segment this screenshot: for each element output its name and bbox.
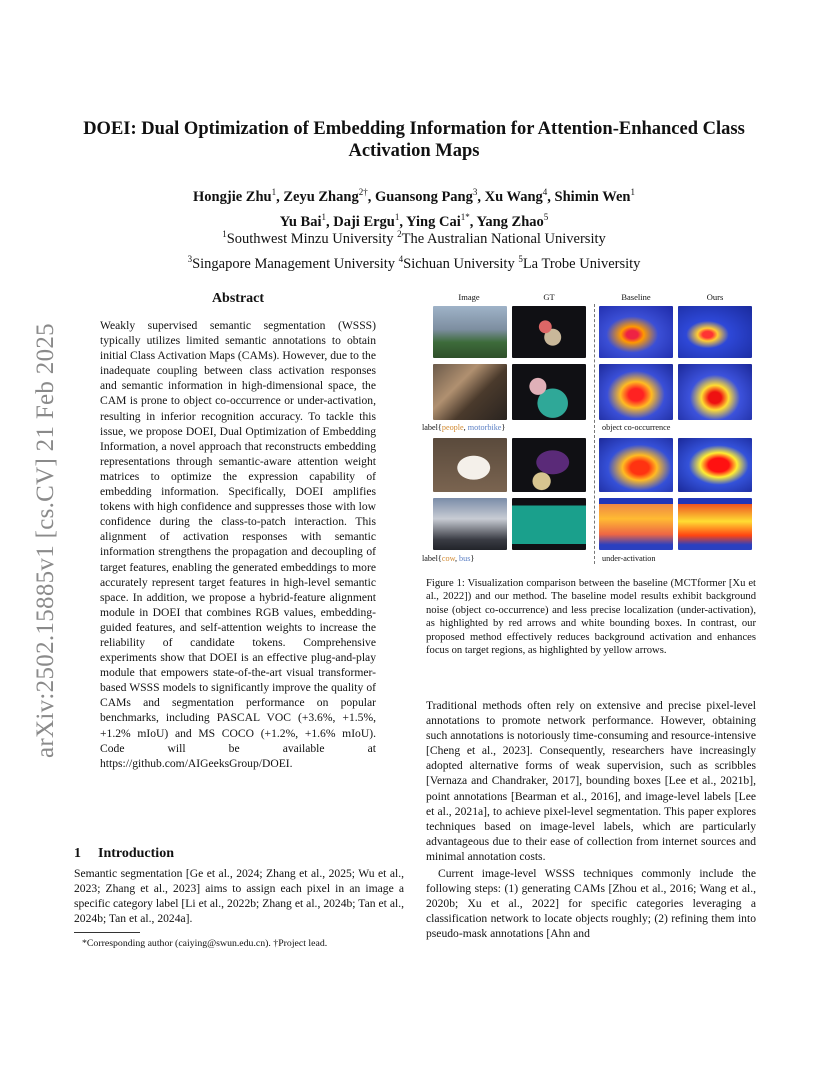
author-name: Xu Wang — [484, 188, 543, 205]
affiliation — [398, 253, 515, 272]
row1-class-a: people — [441, 423, 464, 432]
affiliation-line-2 — [100, 249, 728, 274]
author — [555, 189, 635, 205]
affiliation-name: Southwest Minzu University — [226, 230, 394, 247]
ours-cam-1 — [678, 306, 752, 358]
abstract-heading: Abstract — [211, 291, 265, 306]
author — [283, 189, 367, 205]
image-people-1 — [433, 306, 507, 358]
affiliation-marker: 3 — [187, 253, 193, 264]
row1-issue: object co-occurrence — [602, 423, 671, 432]
image-bus — [433, 498, 507, 550]
image-motorbike — [433, 364, 507, 420]
author — [193, 189, 276, 205]
baseline-cam-2 — [599, 364, 673, 420]
affiliation-marker: 2 — [397, 229, 402, 239]
paper-title: DOEI: Dual Optimization of Embedding Information for Attention-Enhanced Class Activation Maps — [83, 119, 745, 161]
row1-class-b: motorbike — [467, 423, 502, 432]
row2-class-b: bus — [459, 554, 471, 563]
author — [485, 189, 548, 205]
row1-label-prefix: label{ — [422, 423, 442, 432]
gt-motorbike — [512, 364, 586, 420]
row2-issue: under-activation — [602, 554, 656, 563]
row2-sep: , — [454, 554, 460, 563]
author-name: Hongjie Zhu — [193, 188, 272, 205]
gt-people-1 — [512, 306, 586, 358]
affiliation-marker: 4 — [398, 253, 404, 264]
author-marker: 4 — [542, 187, 548, 197]
author-marker: 3 — [472, 187, 478, 197]
figure-divider — [594, 304, 595, 564]
figure-col-label-image: Image — [458, 292, 480, 302]
author-name: Ying Cai — [406, 213, 461, 230]
right-column-body — [426, 698, 756, 942]
author-marker: 5 — [543, 211, 549, 222]
affiliation — [518, 253, 641, 272]
affiliation-line-1 — [100, 224, 728, 249]
author-line-1: Hongjie Zhu$^1$, Zeyu Zhang$^{2\dagger}$, Guansong Pang$^3$, Xu Wang$^4$, Shimin Wen$^1$ — [193, 187, 635, 205]
image-cow — [433, 438, 507, 492]
author-marker: 1 — [271, 187, 277, 197]
introduction-heading — [74, 846, 174, 862]
affiliation-name: Sichuan University — [403, 255, 515, 272]
figure-col-label-ours: Ours — [706, 292, 724, 302]
affiliation-list — [100, 224, 728, 274]
arxiv-stamp-text: arXiv:2502.15885v1 [cs.CV] 21 Feb 2025 — [32, 323, 59, 758]
row1-label-suffix: } — [501, 423, 506, 432]
row1-label — [422, 423, 505, 432]
ours-cam-2 — [678, 364, 752, 420]
gt-bus — [512, 498, 586, 550]
row2-label-suffix: } — [470, 554, 475, 563]
author-marker: 1 — [630, 187, 635, 197]
author-name: Daji Ergu — [333, 213, 395, 230]
author-marker: 1 — [394, 211, 400, 222]
affiliation — [397, 231, 606, 247]
paragraph-1: Traditional methods often rely on extensive and precise pixel-level annotations to promote network performance. However, obtaining such annotations is notoriously time-consuming and resource-intensive [Cheng et al., 2023]. Consequently, researchers have increasingly adopted alternative forms of weak supervision, such as scribbles [Vernaza and Chandraker, 2017], bounding boxes [Lee et al., 2021b], point annotations [Bearman et al., 2016], and image-level labels [Lee et al., 2021a], to achieve pixel-level segmentation. This paper explores techniques based on image-level labels, which are particularly advantageous due to their ease of collection from internet sources and minimal annotation costs. — [426, 699, 756, 863]
author-name: Yu Bai — [279, 213, 322, 230]
affiliation — [222, 231, 393, 247]
footnote-rule — [74, 932, 140, 933]
baseline-cam-1 — [599, 306, 673, 358]
row2-label — [422, 554, 474, 563]
figure-1 — [422, 292, 756, 568]
introduction-body: Semantic segmentation [Ge et al., 2024; Zhang et al., 2025; Wu et al., 2023; Zhang et al., 2023] aims to assign each pixel in an image a specific category label [Li et al., 2022b; Zhang et al., 2024b; Tan et al., 2024b; Tan et al., 2024a]. — [74, 867, 404, 926]
row2-label-prefix: label{ — [422, 554, 442, 563]
author-line-2: Yu Bai$^1$, Daji Ergu$^1$, Ying Cai$^{1*}$, Yang Zhao$^5$ — [279, 211, 549, 230]
affiliation-marker: 1 — [222, 229, 227, 239]
ours-cam-3 — [678, 438, 752, 492]
baseline-cam-3 — [599, 438, 673, 492]
abstract-body: Weakly supervised semantic segmentation (WSSS) typically utilizes limited semantic annotations to obtain initial Class Activation Maps (CAMs). However, due to the inadequate coupling between class activation responses and semantic information in high-dimensional space, the CAM is prone to object co-occurrence or under-activation, resulting in inferior recognition accuracy. To tackle this issue, we propose DOEI, Dual Optimization of Embedding Information, a novel approach that reconstructs embedding representations through semantic-aware attention weight matrices to optimize the expression capability of embedding information. Specifically, DOEI amplifies tokens with high confidence and suppresses those with low confidence during the class-to-patch interaction. This alignment of activation responses with semantic information strengthens the propagation and decoupling of target features, enabling the generated embeddings to more accurately represent target features in high-level semantic space. In addition, we propose a hybrid-feature alignment module in DOEI that combines RGB values, embedding-guided features, and self-attention weights to increase the reliability of candidate tokens. Comprehensive experiments show that DOEI is an effective plug-and-play module that empowers state-of-the-art visual transformer-based WSSS models to significantly improve the quality of CAMs and segmentation performance on popular benchmarks, including PASCAL VOC (+3.6%, +1.5%, +1.2% mIoU) and MS COCO (+1.2%, +1.6% mIoU). Code will be available at https://github.com/AIGeeksGroup/DOEI. — [100, 319, 376, 770]
author-name: Yang Zhao — [476, 213, 544, 230]
author-marker: 1* — [460, 211, 470, 222]
affiliation-marker: 5 — [518, 253, 523, 264]
section-title: Introduction — [98, 846, 174, 861]
row2-class-a: cow — [441, 554, 455, 563]
author-name: Shimin Wen — [554, 188, 631, 205]
figure-1-caption: Figure 1: Visualization comparison between the baseline (MCTformer [Xu et al., 2022]) and our method. The baseline model results exhibit background noise (object co-occurrence) and less precise localization (under-activation), as highlighted by red arrows and white bounding boxes. In contrast, our proposed method effectively reduces background activation and enhances focus on target regions, as highlighted by yellow arrows. — [426, 578, 756, 657]
affiliation-name: La Trobe University — [522, 255, 641, 272]
affiliation — [187, 253, 396, 272]
paragraph-2: Current image-level WSSS techniques commonly include the following steps: (1) generating CAMs [Zhou et al., 2016; Wang et al., 2020b; Xu et al., 2022] for specific categories leveraging a classification network to locate objects roughly; (2) refining them into pseudo-mask annotations [Ahn and — [426, 867, 756, 941]
affiliation-name: The Australian National University — [401, 230, 606, 247]
figure-col-label-baseline: Baseline — [621, 292, 651, 302]
author-name: Zeyu Zhang — [283, 188, 359, 205]
section-number: 1 — [74, 846, 81, 861]
author — [375, 189, 477, 205]
footnote: *Corresponding author (caiying@swun.edu.cn). †Project lead. — [82, 938, 328, 949]
gt-cow — [512, 438, 586, 492]
affiliation-name: Singapore Management University — [192, 255, 396, 272]
author-marker: 1 — [321, 211, 326, 222]
figure-col-label-gt: GT — [543, 292, 555, 302]
ours-cam-4 — [678, 498, 752, 550]
baseline-cam-4 — [599, 498, 673, 550]
row1-sep: , — [463, 423, 468, 432]
author-marker: 2† — [358, 187, 368, 197]
author-name: Guansong Pang — [374, 188, 473, 205]
